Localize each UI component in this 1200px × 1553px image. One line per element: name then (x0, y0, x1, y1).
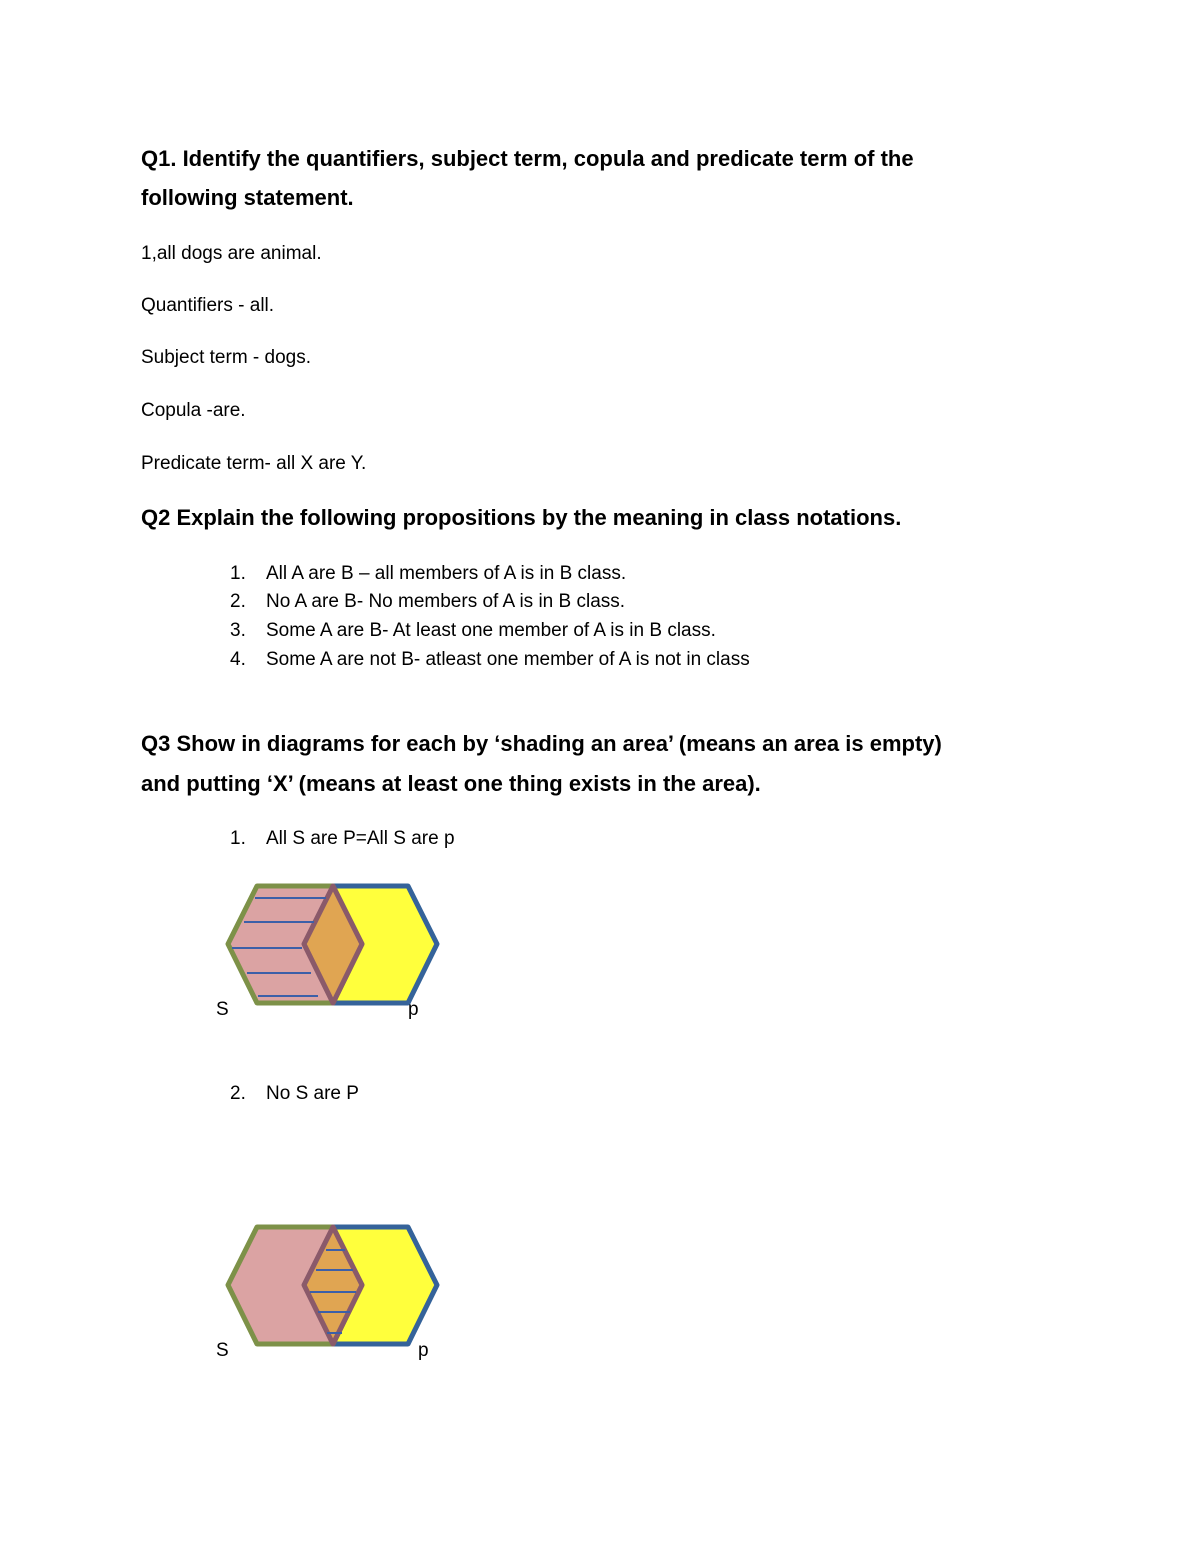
s-label: S (216, 1340, 229, 1361)
list-text: All A are B – all members of A is in B class. (266, 563, 627, 584)
list-text: Some A are B- At least one member of A is in B class. (266, 620, 716, 641)
q1-predicate-term: Predicate term- all X are Y. (141, 453, 367, 474)
list-text: All S are P=All S are p (266, 828, 455, 849)
list-number: 4. (230, 649, 246, 670)
list-number: 1. (230, 828, 246, 849)
q2-heading: Q2 Explain the following propositions by the meaning in class notations. (141, 505, 902, 530)
q1-quantifiers: Quantifiers - all. (141, 295, 275, 316)
s-label: S (216, 999, 229, 1020)
q1-statement: 1,all dogs are animal. (141, 243, 322, 264)
list-text: Some A are not B- atleast one member of A is not in class (266, 649, 750, 670)
q1-heading-line2: following statement. (141, 185, 354, 210)
list-number: 2. (230, 591, 246, 612)
q1-copula: Copula -are. (141, 400, 246, 421)
q1-subject-term: Subject term - dogs. (141, 347, 312, 368)
list-number: 2. (230, 1083, 246, 1104)
q3-heading-line2: and putting ‘X’ (means at least one thing exists in the area). (141, 771, 761, 796)
list-number: 3. (230, 620, 246, 641)
list-number: 1. (230, 563, 246, 584)
p-label: p (408, 999, 419, 1020)
q3-heading-line1: Q3 Show in diagrams for each by ‘shading an area’ (means an area is empty) (141, 731, 942, 756)
list-text: No A are B- No members of A is in B class. (266, 591, 626, 612)
q1-heading-line1: Q1. Identify the quantifiers, subject term, copula and predicate term of the (141, 146, 914, 171)
p-label: p (418, 1340, 429, 1361)
list-text: No S are P (266, 1083, 359, 1104)
